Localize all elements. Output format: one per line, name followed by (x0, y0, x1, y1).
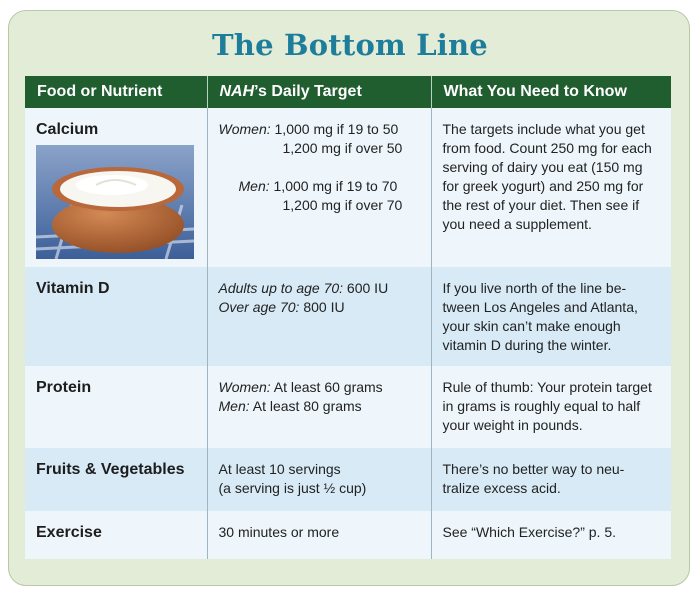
nutrient-name: Exercise (36, 524, 102, 541)
nutrient-name: Protein (36, 379, 92, 396)
header-food-nutrient: Food or Nutrient (25, 76, 207, 108)
target-line: (a serving is just ½ cup) (218, 480, 367, 496)
table-row (25, 448, 671, 511)
header-daily-target-rest: ’s Daily Target (254, 83, 362, 100)
target-line (219, 177, 420, 196)
target-cell (207, 366, 431, 448)
table-row (25, 267, 671, 366)
target-men-value: 1,000 mg if 19 to 70 (269, 178, 398, 194)
target-women-value: 1,000 mg if 19 to 50 (270, 121, 399, 137)
header-daily-target (207, 76, 431, 108)
nutrient-name: Fruits & Vegetables (36, 461, 185, 478)
nutrient-cell (25, 511, 207, 559)
target-line: Men: At least 80 grams (218, 398, 362, 414)
header-need-to-know: What You Need to Know (431, 76, 671, 108)
info-cell: Rule of thumb: Your protein target in grams is roughly equal to half your weight in pounds. (431, 366, 671, 448)
nutrient-cell (25, 366, 207, 448)
page-title: The Bottom Line (212, 28, 488, 62)
nutrient-name: Vitamin D (36, 280, 110, 297)
target-line: 1,200 mg if over 50 (282, 140, 403, 156)
info-cell: See “Which Exercise?” p. 5. (431, 511, 671, 559)
yogurt-bowl-image (36, 145, 194, 259)
table-row (25, 108, 671, 267)
nutrient-cell (25, 108, 207, 267)
nutrient-cell (25, 448, 207, 511)
target-women-label: Women: (218, 121, 271, 137)
target-line (219, 120, 420, 139)
target-cell (207, 267, 431, 366)
target-men-label: Men: (238, 178, 270, 194)
target-cell (207, 511, 431, 559)
nutrient-name: Calcium (36, 121, 99, 138)
target-line: Adults up to age 70: 600 IU (218, 280, 389, 296)
target-line: At least 10 servings (218, 461, 341, 477)
nutrient-cell (25, 267, 207, 366)
target-cell (207, 448, 431, 511)
info-cell: If you live north of the line be-tween Los Angeles and Atlanta, your skin can’t make enough vitamin D during the winter. (431, 267, 671, 366)
target-line: Women: At least 60 grams (218, 379, 383, 395)
info-cell: There’s no better way to neu-tralize excess acid. (431, 448, 671, 511)
table-row (25, 366, 671, 448)
table-row (25, 511, 671, 559)
table-header-row (25, 76, 671, 108)
target-line: 1,200 mg if over 70 (282, 197, 403, 213)
nutrient-table (25, 76, 671, 559)
target-line: 30 minutes or more (218, 524, 340, 540)
target-line: Over age 70: 800 IU (218, 299, 345, 315)
header-nah: NAH (219, 83, 255, 100)
info-cell: The targets include what you get from food. Count 250 mg for each serving of dairy you eat (150 mg for greek yogurt) and 250 mg for the rest of your diet. Then see if you need a supplement. (431, 108, 671, 267)
target-cell (207, 108, 431, 267)
